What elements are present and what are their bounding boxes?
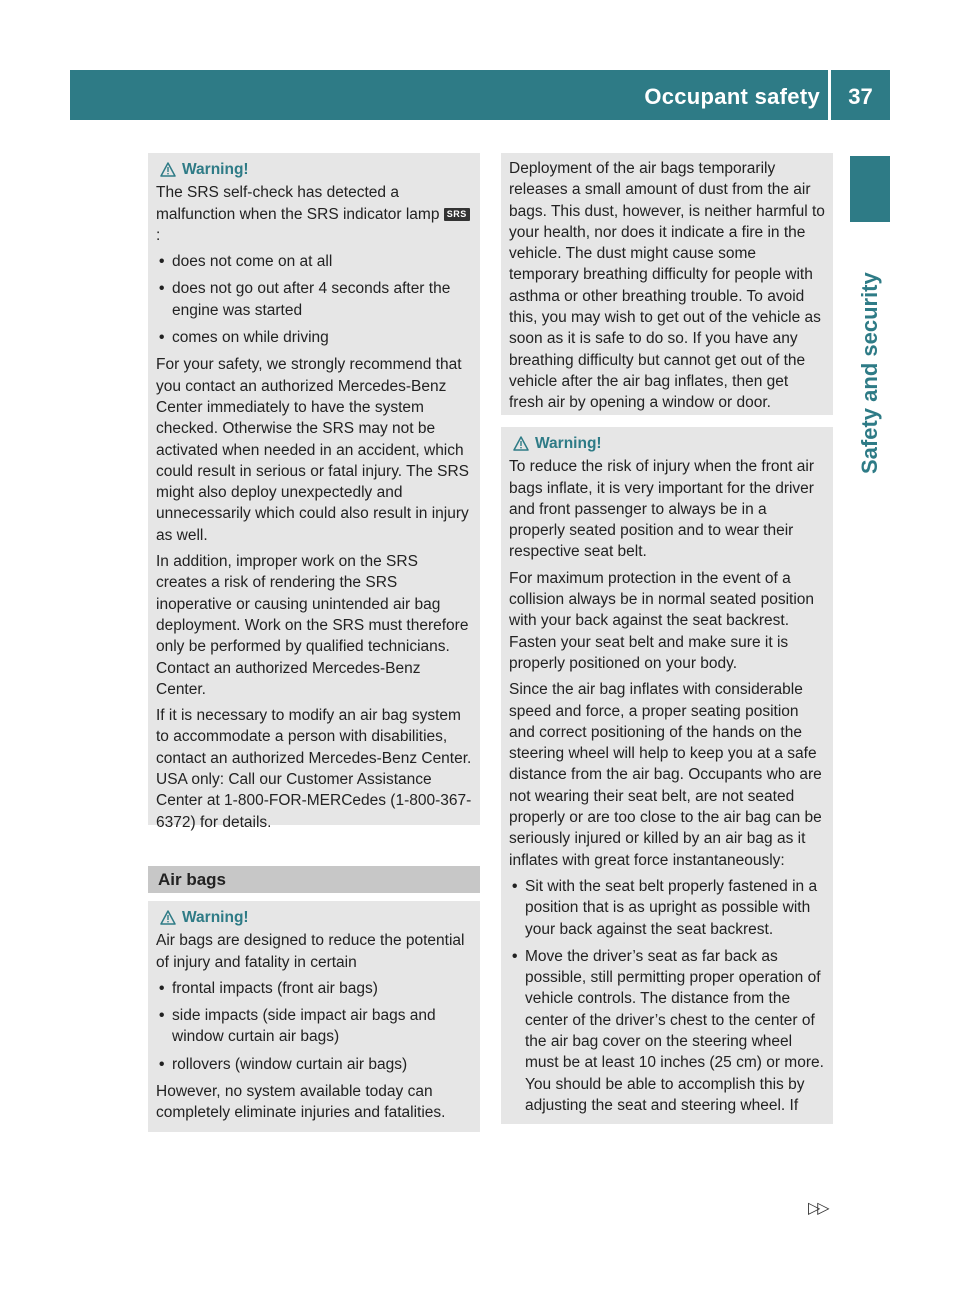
paragraph: If it is necessary to modify an air bag system to accommodate a person with disabilities, contact an authorized Mercedes-Benz Center. USA only: Call our Customer Assistance Center at 1-800-FOR-MERCedes (1-800-367-6372) for details. [156,707,472,831]
section-title: Occupant safety [644,84,820,109]
warning-intro: Air bags are designed to reduce the potential of injury and fatality in certain [156,932,465,971]
impact-list [156,978,473,1075]
continue-arrow-icon: ▷▷ [808,1200,827,1217]
list-item: • Sit with the seat belt properly fastened in a position that is as upright as possible with your back against the seat backrest. [509,876,826,940]
paragraph: However, no system available today can completely eliminate injuries and fatalities. [156,1083,446,1122]
info-box-dust [501,153,833,415]
warning-box-air-bags [148,901,480,1132]
seating-instructions-list [509,876,826,1116]
paragraph: Since the air bag inflates with considerable speed and force, a proper seating position and correct positioning of the hands on the steering wheel will help to keep you at a safe distance from the air bag. Occupants who are not wearing their seat belt, are not seated properly or are too close to the air bag can be seriously injured or killed by an air bag as it inflates with great force instantaneously: [509,681,822,869]
paragraph: In addition, improper work on the SRS creates a risk of rendering the SRS inoperative or causing unintended air bag deployment. Work on the SRS must therefore only be performed by qualified technicians. Contact an authorized Mercedes-Benz Center. [156,553,469,698]
malfunction-list [156,251,473,348]
paragraph: To reduce the risk of injury when the front air bags inflate, it is very important for the driver and front passenger to always be in a properly seated position and to wear their respective seat belt. [509,458,814,561]
chapter-tab [850,156,890,222]
warning-box-srs [148,153,480,831]
warning-title: Warning! [156,159,473,180]
paragraph: For your safety, we strongly recommend that you contact an authorized Mercedes-Benz Center immediately to have the system checked. Otherwise the SRS may not be activated when needed in an accident, which could result in serious or fatal injury. The SRS might also deploy unexpectedly and unnecessarily which could also result in injury as well. [156,356,470,544]
paragraph: Deployment of the air bags temporarily releases a small amount of dust from the air bags. This dust, however, is neither harmful to your health, nor does it indicate a fire in the vehicle. The dust might cause some temporary breathing difficulty for people with asthma or other breathing trouble. To avoid this, you may wish to get out of the vehicle as soon as it is safe to do so. If you have any breathing difficulty but cannot get out of the vehicle after the air bag inflates, then get fresh air by opening a window or door. [509,160,825,412]
warning-title: Warning! [509,433,826,454]
srs-indicator-icon: SRS [444,208,470,221]
warning-intro: The SRS self-check has detected a malfunction when the SRS indicator lamp SRS: [156,182,473,246]
list-item: • comes on while driving [156,327,473,348]
warning-triangle-icon [160,910,176,925]
list-item: • rollovers (window curtain air bags) [156,1054,473,1075]
page-header [70,70,890,120]
warning-box-seating [501,427,833,1124]
warning-title: Warning! [156,907,473,928]
list-item: • does not come on at all [156,251,473,272]
section-heading-air-bags: Air bags [148,866,480,893]
page-number: 37 [848,84,873,109]
paragraph: For maximum protection in the event of a collision always be in normal seated position with your back against the seat backrest. Fasten your seat belt and make sure it is properly positioned on your body. [509,569,814,672]
list-item: • Move the driver’s seat as far back as possible, still permitting proper operation of vehicle controls. The distance from the center of the driver’s chest to the center of the air bag cover on the steering wheel must be at least 10 inches (25 cm) or more. You should be able to accomplish this by adjusting the seat and steering wheel. If [509,946,826,1116]
list-item: • does not go out after 4 seconds after the engine was started [156,278,473,321]
list-item: • side impacts (side impact air bags and window curtain air bags) [156,1005,473,1048]
list-item: • frontal impacts (front air bags) [156,978,473,999]
warning-triangle-icon [513,436,529,451]
chapter-label-text: Safety and security [857,272,882,474]
warning-triangle-icon [160,162,176,177]
